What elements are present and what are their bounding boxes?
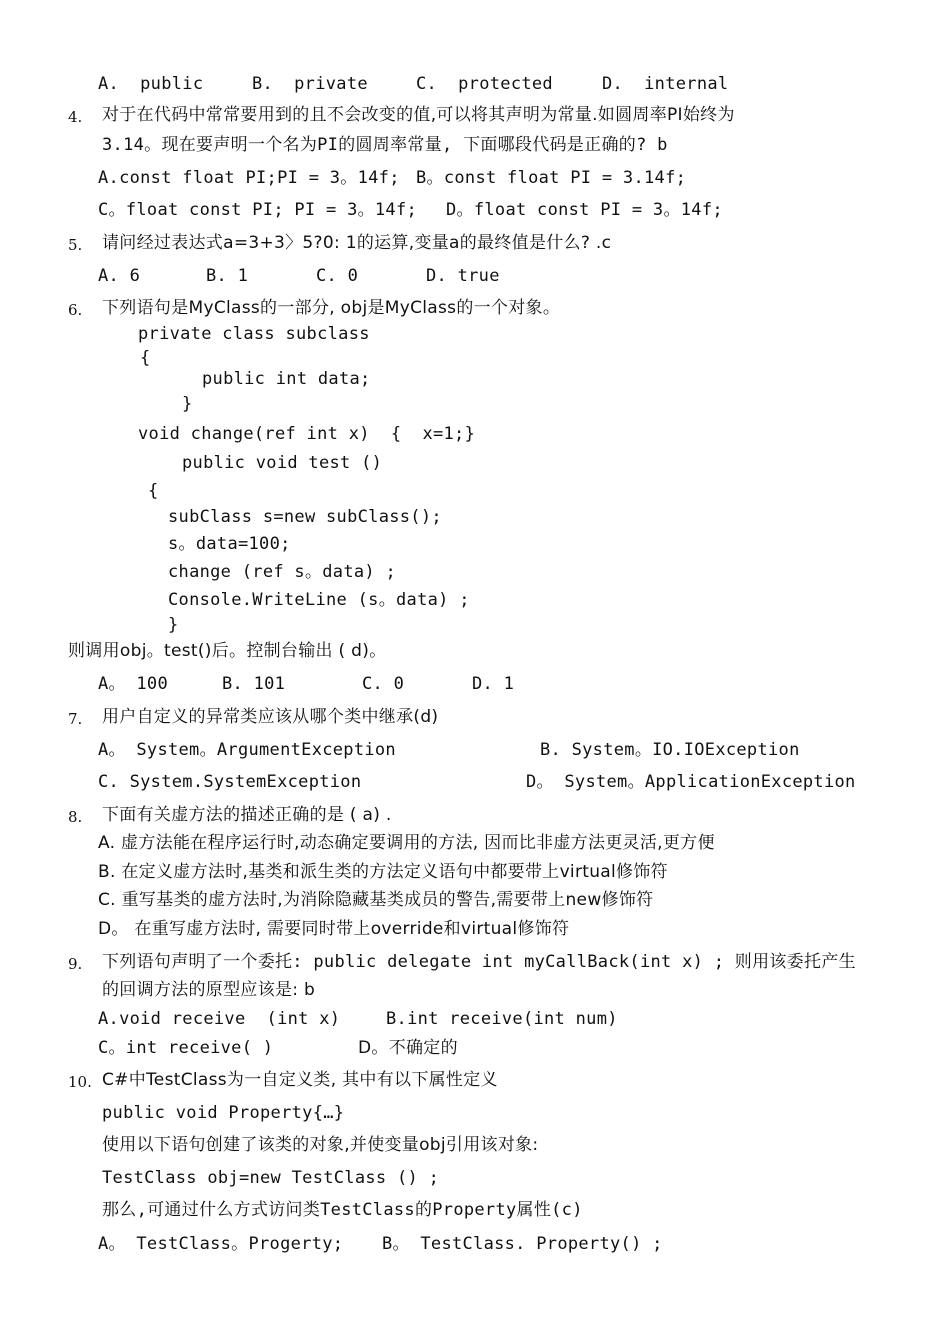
q5-option-c: C. 0	[316, 266, 359, 286]
q10-option-b: B。 TestClass. Property() ;	[382, 1234, 663, 1254]
q8-option-a: A. 虚方法能在程序运行时,动态确定要调用的方法, 因而比非虚方法更灵活,更方便	[98, 833, 715, 853]
q9-option-b: B.int receive(int num)	[386, 1009, 618, 1029]
q6-code-line: Console.WriteLine (s。data) ;	[168, 590, 470, 610]
q10-code-property: public void Property{…}	[102, 1103, 345, 1123]
q6-option-d: D. 1	[472, 674, 515, 694]
q6-number: 6.	[68, 301, 83, 319]
q3-option-b: B. private	[252, 74, 368, 94]
q8-number: 8.	[68, 808, 83, 826]
q5-number: 5.	[68, 236, 83, 254]
q4-number: 4.	[68, 108, 83, 126]
q9-question-line1: 下列语句声明了一个委托: public delegate int myCallBack(int x) ; 则用该委托产生	[102, 952, 856, 972]
q8-option-d: D。 在重写虚方法时, 需要同时带上override和virtual修饰符	[98, 919, 570, 939]
q10-number: 10.	[68, 1073, 92, 1091]
q4-option-d: D。float const PI = 3。14f;	[446, 200, 723, 220]
q6-code-line: public void test ()	[182, 453, 383, 473]
q5-question: 请问经过表达式a=3+3〉5?0: 1的运算,变量a的最终值是什么? .c	[102, 233, 612, 253]
q7-option-d: D。 System。ApplicationException	[526, 772, 856, 792]
q6-option-c: C. 0	[362, 674, 405, 694]
q4-question-line1: 对于在代码中常常要用到的且不会改变的值,可以将其声明为常量.如圆周率PI始终为	[102, 105, 735, 125]
q6-code-line: }	[168, 615, 179, 635]
q9-option-a: A.void receive (int x)	[98, 1009, 341, 1029]
q6-code-line: subClass s=new subClass();	[168, 507, 442, 527]
q8-option-b: B. 在定义虚方法时,基类和派生类的方法定义语句中都要带上virtual修饰符	[98, 862, 668, 882]
q6-code-line: change (ref s。data) ;	[168, 562, 396, 582]
q6-code-line: public int data;	[202, 369, 371, 389]
q7-option-a: A。 System。ArgumentException	[98, 740, 396, 760]
q4-option-b: B。const float PI = 3.14f;	[416, 168, 687, 188]
q6-code-line: }	[182, 394, 193, 414]
q6-code-line: private class subclass	[138, 324, 370, 344]
q8-option-c: C. 重写基类的虚方法时,为消除隐藏基类成员的警告,需要带上new修饰符	[98, 890, 654, 910]
q5-option-a: A. 6	[98, 266, 141, 286]
q4-option-a: A.const float PI;PI = 3。14f;	[98, 168, 400, 188]
q10-text-access: 那么,可通过什么方式访问类TestClass的Property属性(c)	[102, 1200, 583, 1220]
q4-option-c: C。float const PI; PI = 3。14f;	[98, 200, 418, 220]
q6-after-text: 则调用obj。test()后。控制台输出 ( d)。	[68, 641, 387, 661]
q7-option-b: B. System。IO.IOException	[540, 740, 800, 760]
q9-option-d: D。不确定的	[358, 1038, 458, 1058]
q7-question: 用户自定义的异常类应该从哪个类中继承(d)	[102, 707, 439, 727]
q6-code-line: {	[148, 481, 159, 501]
q6-code-line: void change(ref int x) { x=1;}	[138, 424, 476, 444]
q4-question-line2: 3.14。现在要声明一个名为PI的圆周率常量, 下面哪段代码是正确的? b	[102, 135, 668, 155]
q5-option-b: B. 1	[206, 266, 249, 286]
q6-question: 下列语句是MyClass的一部分, obj是MyClass的一个对象。	[102, 298, 561, 318]
q6-code-line: s。data=100;	[168, 534, 291, 554]
q10-text-create: 使用以下语句创建了该类的对象,并使变量obj引用该对象:	[102, 1135, 539, 1155]
q10-question: C#中TestClass为一自定义类, 其中有以下属性定义	[102, 1070, 498, 1090]
q9-option-c: C。int receive( )	[98, 1038, 274, 1058]
q6-code-line: {	[140, 348, 151, 368]
q7-option-c: C. System.SystemException	[98, 772, 362, 792]
q10-code-new: TestClass obj=new TestClass () ;	[102, 1168, 440, 1188]
q9-question-line2: 的回调方法的原型应该是: b	[102, 980, 316, 1000]
q9-number: 9.	[68, 955, 83, 973]
q6-option-a: A。 100	[98, 674, 168, 694]
q3-option-c: C. protected	[416, 74, 553, 94]
q7-number: 7.	[68, 710, 83, 728]
q5-option-d: D. true	[426, 266, 500, 286]
q8-question: 下面有关虚方法的描述正确的是 ( a) .	[102, 805, 392, 825]
q3-option-a: A. public	[98, 74, 204, 94]
q6-option-b: B. 101	[222, 674, 286, 694]
q10-option-a: A。 TestClass。Progerty;	[98, 1234, 344, 1254]
q3-option-d: D. internal	[602, 74, 729, 94]
